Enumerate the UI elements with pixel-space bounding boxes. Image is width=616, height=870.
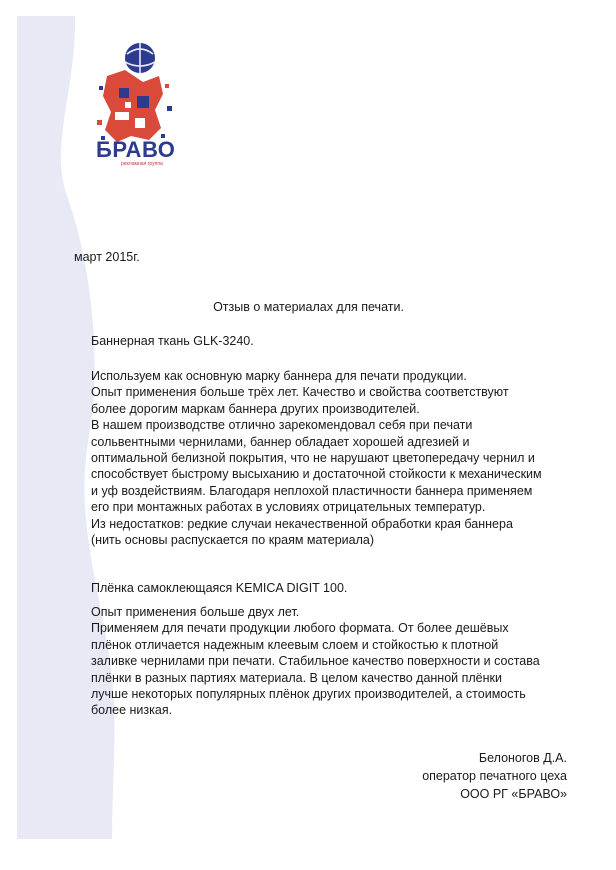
review-line: заливке чернилами при печати. Стабильное качество поверхности и состава	[91, 654, 540, 669]
review-line: сольвентными чернилами, баннер обладает хорошей адгезией и	[91, 434, 470, 449]
product1-review	[91, 368, 542, 548]
review-line: его при монтажных работах в условиях отрицательных температур.	[91, 500, 486, 515]
review-line: более дорогим маркам баннера других производителей.	[91, 401, 420, 416]
review-line: плёнки в разных партиях материала. В целом качество данной плёнки	[91, 670, 502, 685]
review-line: лучше некоторых популярных плёнок других производителей, а стоимость	[91, 687, 526, 702]
review-line: Используем как основную марку баннера для печати продукции.	[91, 369, 467, 383]
review-line: Опыт применения больше трёх лет. Качество и свойства соответствуют	[91, 385, 509, 400]
review-line: и уф воздействиям. Благодаря неплохой пластичности баннера применяем	[91, 483, 533, 498]
signature-company: ООО РГ «БРАВО»	[460, 787, 567, 801]
review-line: (нить основы распускается по краям материала)	[91, 533, 375, 548]
product1-name: Баннерная ткань GLK-3240.	[91, 334, 254, 348]
review-line: Из недостатков: редкие случаи некачественной обработки края баннера	[91, 516, 513, 531]
product2-name: Плёнка самоклеющаяся KEMICA DIGIT 100.	[91, 581, 348, 595]
review-line: способствует быстрому высыханию и достаточной стойкости к механическим	[91, 467, 542, 482]
letter-title: Отзыв о материалах для печати.	[213, 300, 404, 314]
letter-date: март 2015г.	[74, 250, 140, 264]
review-line: более низкая.	[91, 703, 173, 718]
logo-wordmark: БРАВО	[96, 137, 176, 162]
letter-page	[17, 16, 600, 839]
review-line: плёнок отличается надежным клеевым слоем и стойкостью к плотной	[91, 637, 499, 652]
review-line: В нашем производстве отлично зарекомендовал себя при печати	[91, 418, 473, 433]
review-line: Применяем для печати продукции любого формата. От более дешёвых	[91, 621, 509, 636]
review-line: оптимальной белизной покрытия, что не нарушают цветопередачу чернил и	[91, 451, 535, 466]
logo-subtitle: рекламная группа	[121, 161, 163, 167]
signature-name: Белоногов Д.А.	[478, 751, 567, 765]
product2-review	[91, 604, 540, 719]
review-line: Опыт применения больше двух лет.	[91, 605, 300, 619]
signature-position: оператор печатного цеха	[422, 769, 567, 783]
